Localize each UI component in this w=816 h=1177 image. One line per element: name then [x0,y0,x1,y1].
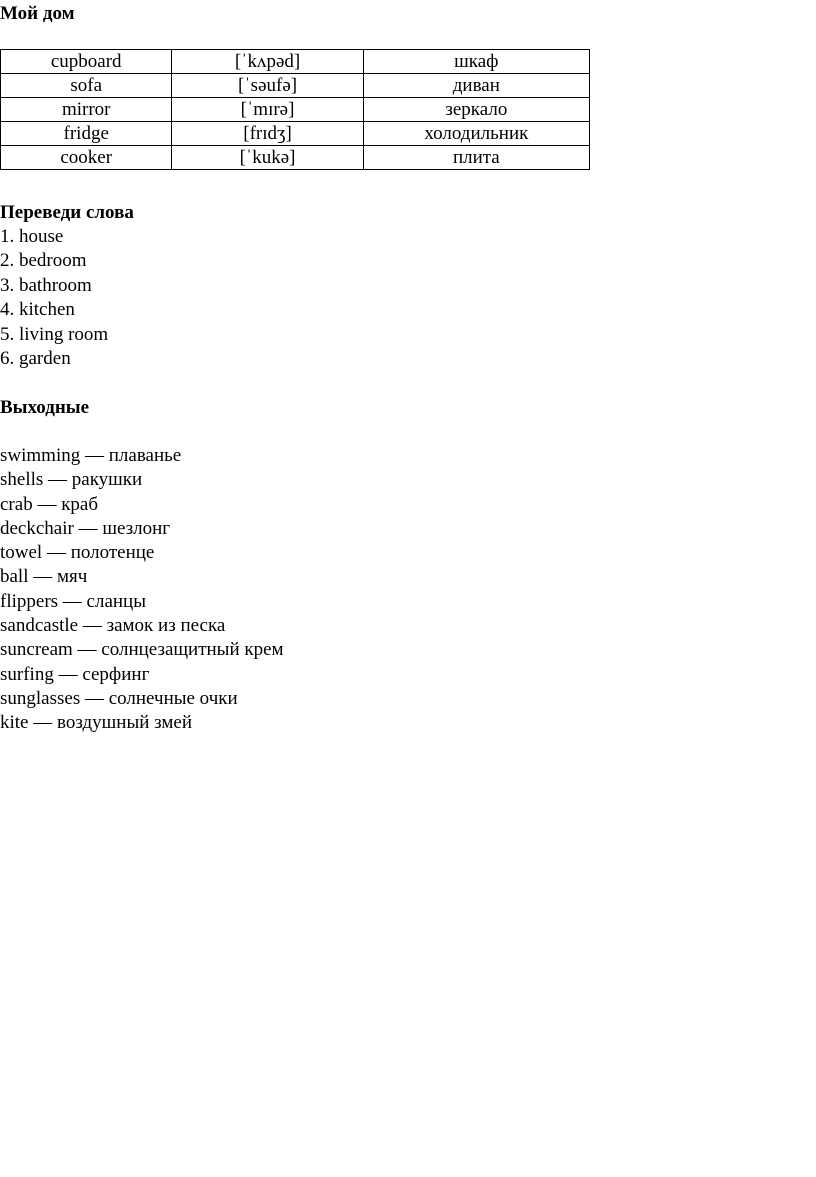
transcription-cell: [frɪdʒ] [172,122,363,146]
list-item: 2. bedroom [0,250,87,272]
word-cell: cooker [1,146,172,170]
list-item: kite — воздушный змей [0,712,193,734]
list-item: 5. living room [0,323,109,345]
list-item: flippers — сланцы [0,590,146,612]
list-item: suncream — солнцезащитный крем [0,639,284,661]
table-row [1,50,590,74]
page-title: Мой дом [0,3,75,24]
translation-cell: шкаф [363,50,589,74]
table-row [1,98,590,122]
vocabulary-table [0,49,590,170]
transcription-cell: [ˈkukə] [172,146,363,170]
translate-word-list [0,225,108,371]
transcription-cell: [ˈmɪrə] [172,98,363,122]
list-item: 1. house [0,226,64,247]
word-cell: sofa [1,74,172,98]
list-item: 6. garden [0,348,71,370]
list-item: crab — краб [0,493,99,515]
list-item: shells — ракушки [0,469,143,491]
translation-cell: холодильник [363,122,589,146]
list-item: deckchair — шезлонг [0,517,171,539]
list-item: ball — мяч [0,566,88,588]
weekend-vocabulary-list [0,444,284,736]
translate-section-heading: Переведи слова [0,202,134,223]
table-row [1,74,590,98]
word-cell: cupboard [1,50,172,74]
table-row [1,146,590,170]
transcription-cell: [ˈkʌpəd] [172,50,363,74]
table-row [1,122,590,146]
translation-cell: плита [363,146,589,170]
translation-cell: зеркало [363,98,589,122]
list-item: surfing — серфинг [0,663,150,685]
list-item: sandcastle — замок из песка [0,615,226,637]
list-item: 4. kitchen [0,299,75,321]
word-cell: fridge [1,122,172,146]
weekend-section-heading: Выходные [0,397,90,418]
translation-cell: диван [363,74,589,98]
list-item: swimming — плаванье [0,445,182,466]
transcription-cell: [ˈsəufə] [172,74,363,98]
list-item: towel — полотенце [0,542,155,564]
list-item: sunglasses — солнечные очки [0,687,238,709]
word-cell: mirror [1,98,172,122]
list-item: 3. bathroom [0,274,92,296]
